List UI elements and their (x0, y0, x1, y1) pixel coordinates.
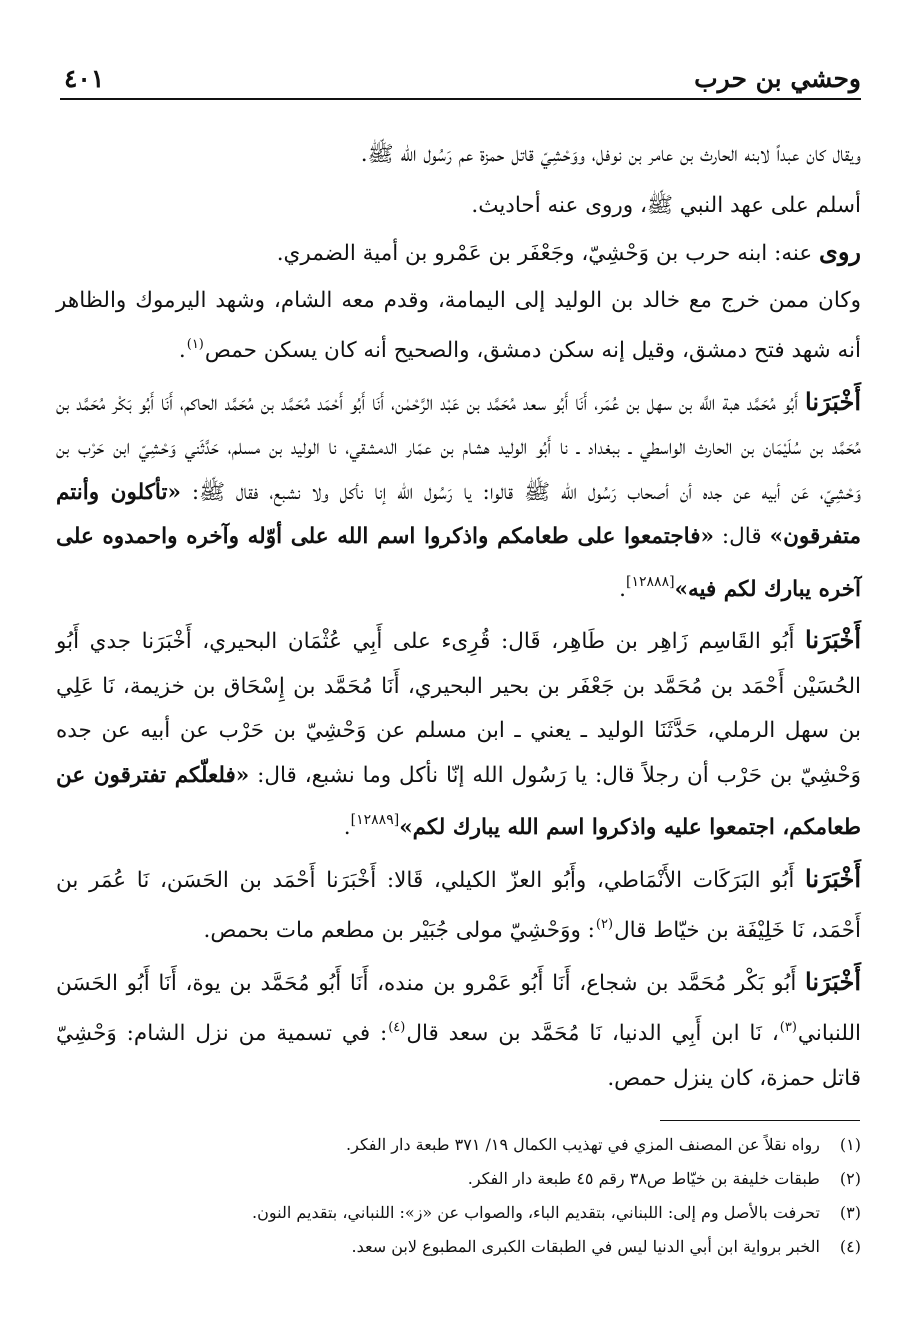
hadith-number: [١٢٨٨٩] (350, 812, 400, 828)
paragraph-lead-word: أَخْبَرَنا (805, 966, 861, 996)
footnote (60, 1162, 861, 1196)
paragraph-8 (56, 960, 861, 1102)
paragraph-text: أسلم على عهد النبي ﷺ، وروى عنه أحاديث. (471, 192, 861, 218)
paragraph-text: وكان ممن خرج مع خالد بن الوليد إلى اليمامة، وقدم معه الشام، وشهد اليرموك والظاهر أنه شهد فتح دمشق، وقيل إنه سكن دمشق، والصحيح أنه كان يسكن حمص (56, 287, 861, 363)
page-number: ٤٠١ (64, 64, 105, 93)
paragraph-lead-word: أَخْبَرَنا (805, 625, 861, 654)
footnotes (60, 1128, 861, 1264)
paragraph-text: . (178, 338, 186, 363)
paragraph-2 (56, 184, 861, 229)
paragraph-text: عنه: ابنه حرب بن وَحْشِيّ، وجَعْفَر بن عَمْرو بن أمية الضمري. (276, 241, 820, 266)
footnote-number: (٣) (839, 1203, 861, 1222)
footnote-text: تحرفت بالأصل وم إلى: اللبناني، بتقديم الباء، والصواب عن «ز»: اللنباني، بتقديم النون. (252, 1203, 820, 1222)
footnote-text: رواه نقلاً عن المصنف المزي في تهذيب الكمال ١٩/ ٣٧١ طبعة دار الفكر. (346, 1135, 820, 1154)
paragraph-4 (56, 279, 861, 374)
paragraph-lead-word: روى (819, 237, 861, 266)
footnote (60, 1196, 861, 1230)
hadith-number: [١٢٨٨٨] (626, 573, 675, 590)
footnote (60, 1128, 861, 1162)
paragraph-text: أَبُو مُحَمَّد هبة اللَّه بن سهل بن عُمَر، أَنَا أَبُو سعد مُحَمَّد بن عَبْد الرَّحْمٰن، أَنَا أَبُو أَحْمَد مُحَمَّد بن مُحَمَّد الحاكم، أَنَا أَبُو بَكْر مُحَمَّد بن مُحَمَّد بن سُلَيْمَان بن الحارث الواسطي ـ ببغداد ـ نا أَبُو الوليد هشام بن عمّار الدمشقي، نا الوليد بن مسلم، حَدَّثَني وَحْشِيّ ابن حَرْب بن وَحْشِيّ، عَن أبيه عن جده أن أصحاب رَسُول الله ﷺ قالوا: يا رَسُول الله إنا نأكل ولا نشبع، فقال ﷺ: (56, 390, 862, 505)
paragraph-5 (56, 380, 861, 613)
paragraph-1 (56, 133, 861, 178)
paragraph-lead-word: أَخْبَرَنا (805, 386, 861, 416)
paragraph-text: أَبُو بَكْر مُحَمَّد بن شجاع، أَنَا أَبُو عَمْرو بن منده، أَنَا أَبُو مُحَمَّد بن يوة، أَنَا أَبُو الحَسَن اللنباني (56, 970, 861, 1046)
paragraph-text: قال: (713, 524, 770, 549)
paragraph-text: ، نَا ابن أَبِي الدنيا، نَا مُحَمَّد بن سعد قال (406, 1021, 779, 1046)
paragraph-3 (56, 230, 861, 277)
running-title: وحشي بن حرب (694, 64, 861, 93)
paragraph-6 (56, 618, 861, 851)
footnote-marker: (٢) (595, 917, 614, 932)
footnote (60, 1230, 861, 1264)
paragraph-text: : ووَحْشِيّ مولى جُبَيْر بن مطعم مات بحمص. (203, 918, 595, 943)
header-rule (60, 98, 861, 100)
footnote-number: (٢) (839, 1169, 861, 1188)
footnote-separator (660, 1120, 860, 1121)
footnote-text: الخبر برواية ابن أبي الدنيا ليس في الطبقات الكبرى المطبوع لابن سعد. (351, 1237, 820, 1256)
paragraph-text: أَبُو البَرَكَات الأَنْمَاطي، وأَبُو العزّ الكيلي، قَالا: أَخْبَرَنا أَحْمَد بن الحَسَن، نَا عُمَر بن أَحْمَد، نَا خَلِيْفَة بن خيّاط قال (56, 867, 861, 943)
footnote-number: (١) (839, 1135, 861, 1154)
footnote-text: طبقات خليفة بن خيّاط ص٣٨ رقم ٤٥ طبعة دار الفكر. (467, 1169, 820, 1188)
paragraph-text: . (619, 576, 627, 602)
paragraph-text: : في تسمية من نزل الشام: وَحْشِيّ قاتل حمزة، كان ينزل حمص. (56, 1021, 861, 1091)
hadith-quote: «فاجتمعوا على طعامكم واذكروا اسم الله على أوّله وآخره واحمدوه على آخره يبارك لكم فيه» (56, 524, 861, 602)
hadith-quote: «فلعلّكم تفترقون عن طعامكم، اجتمعوا عليه واذكروا اسم الله يبارك لكم» (56, 762, 861, 840)
footnote-marker: (١) (186, 337, 204, 352)
paragraph-lead-word: أَخْبَرَنا (805, 863, 861, 893)
footnote-marker: (٤) (388, 1020, 406, 1035)
paragraph-text: أَبُو القَاسِم زَاهِر بن طَاهِر، قَال: قُرِىء على أَبِي عُثْمَان البحيري، أَخْبَرَنا جدي أَبُو الحُسَيْن أَحْمَد بن مُحَمَّد بن جَعْفَر بن بحير البحيري، أَنَا مُحَمَّد بن إِسْحَاق بن خزيمة، نَا عَلِي بن سهل الرملي، حَدَّثَنَا الوليد ـ يعني ـ ابن مسلم عن وَحْشِيّ بن حَرْب عن أبيه عن جده وَحْشِيّ بن حَرْب أن رجلاً قال: يا رَسُول الله إنّا نأكل وما نشبع، قال: (56, 629, 861, 788)
main-text (56, 133, 861, 1107)
hadith-quote: «تأكلون وأنتم متفرقون» (56, 479, 861, 549)
footnote-number: (٤) (839, 1237, 861, 1256)
footnote-marker: (٣) (779, 1020, 797, 1035)
paragraph-text: . (343, 815, 351, 840)
running-header (60, 58, 861, 98)
paragraph-7 (56, 857, 861, 954)
paragraph-text: ويقال كان عبداً لابنه الحارث بن عامر بن نوفل، ووَحْشِيّ قاتل حمزة عم رَسُول الله ﷺ. (360, 142, 861, 167)
